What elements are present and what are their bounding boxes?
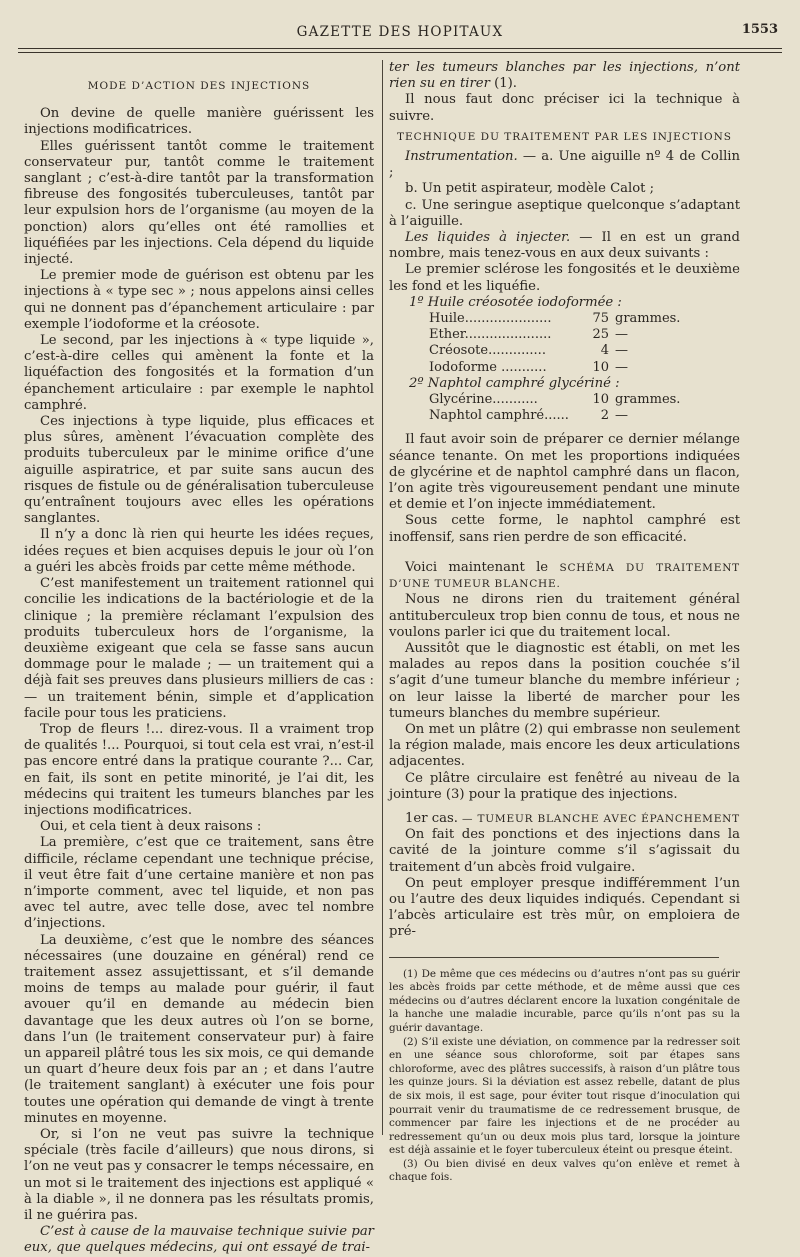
paragraph: Or, si l’on ne veut pas suivre la technique spéciale (très facile d’ailleurs) que nous dirons, si l’on ne veut pas y consacrer le temps nécessaire, en un mot si le traitement des injections est appliqué « à la diable », il ne donnera pas les résultats promis, il ne guérira pas. bbox=[24, 1127, 374, 1224]
page-number: 1553 bbox=[741, 22, 778, 37]
recipe-1-title bbox=[409, 295, 740, 311]
spacer bbox=[389, 424, 740, 432]
case-title: — TUMEUR BLANCHE AVEC ÉPANCHEMENT bbox=[457, 812, 740, 825]
italic-text: ter les tumeurs blanches par les injections, n’ont rien su en tirer bbox=[389, 60, 740, 92]
paragraph-italic bbox=[24, 1224, 374, 1256]
quantity: 10 bbox=[592, 359, 609, 375]
paragraph bbox=[389, 560, 740, 592]
unit: — bbox=[615, 343, 628, 359]
paragraph: Nous ne dirons rien du traitement général antituberculeux trop bien connu de tous, et nous ne voulons parler ici que du traitement local. bbox=[389, 592, 740, 640]
recipe-2-title bbox=[409, 376, 740, 392]
ingredient: Glycérine........... bbox=[429, 392, 538, 408]
page-header bbox=[18, 20, 782, 46]
footnote: (2) S’il existe une déviation, on commence par la redresser soit en une séance sous chloroforme, soit par étapes sans chloroforme, avec des plâtres successifs, à raison d’un plâtre tous les quinze jours. Si la déviation est assez rebelle, datant de plus de six mois, il est sage, pour éviter tout risque d’inoculation qui pourrait venir du traumatisme de ce redressement brusque, de commencer par faire les injections et de ne procéder au redressement qu’un ou deux mois plus tard, lorsque la jointure est déjà assainie et le foyer tuberculeux éteint ou presque éteint. bbox=[389, 1035, 740, 1157]
footnote: (3) Ou bien divisé en deux valves qu’on enlève et remet à chaque fois. bbox=[389, 1157, 740, 1184]
paragraph: La première, c’est que ce traitement, sans être difficile, réclame cependant une technique précise, il veut être fait d’une certaine manière et non pas n’importe comment, avec tel liquide, et non pas avec tel autre, avec telle dose, avec tel nombre d’injections. bbox=[24, 835, 374, 932]
paragraph: La deuxième, c’est que le nombre des séances nécessaires (une douzaine en général) rend ce traitement assez assujettissant, et s’il demande moins de temps au malade pour guérir, il faut avouer qu’il en demande au médecin bien davantage que les deux autres où l’on se borne, dans l’un (le traitement conservateur pur) à faire un appareil plâtré tous les six mois, ce qui demande un quart d’heure deux fois par an ; et dans l’autre (le traitement sanglant) à exécuter une fois pour toutes une opération qui demande de vingt à trente minutes en moyenne. bbox=[24, 932, 374, 1126]
instrument-c: c. Une seringue aseptique quelconque s’adaptant à l’aiguille. bbox=[389, 197, 740, 229]
paragraph: On met un plâtre (2) qui embrasse non seulement la région malade, mais encore les deux articulations adjacentes. bbox=[389, 721, 740, 770]
journal-title: GAZETTE DES HOPITAUX bbox=[296, 24, 504, 40]
recipe-row bbox=[429, 311, 695, 327]
unit: — bbox=[615, 327, 628, 343]
case-number: 1er cas. bbox=[405, 810, 458, 826]
quantity: 75 bbox=[592, 311, 609, 327]
paragraph: Aussitôt que le diagnostic est établi, on met les malades au repos dans la position couchée s’il s’agit d’une tumeur blanche du membre inférieur ; on leur laisse la liberté de marcher pour les tumeurs blanches du membre supérieur. bbox=[389, 640, 740, 721]
instrument-b: b. Un petit aspirateur, modèle Calot ; bbox=[405, 181, 655, 197]
ingredient: Ether..................... bbox=[429, 327, 552, 343]
quantity: 4 bbox=[600, 343, 609, 359]
recipe-row bbox=[429, 327, 695, 343]
unit: grammes. bbox=[615, 392, 681, 408]
column-divider bbox=[382, 60, 383, 1135]
paragraph: Ces injections à type liquide, plus efficaces et plus sûres, amènent l’évacuation complète des produits tuberculeux par le minime orifice d’une aiguille aspiratrice, et par suite sans aucun des risques de fistule ou de généralisation tuberculeuse qu’entraînent toujours avec elles les opérations sanglantes. bbox=[24, 414, 374, 527]
recipe-2-table bbox=[429, 392, 695, 424]
italic-text: 1º Huile créosotée iodoformée : bbox=[409, 294, 622, 310]
recipe-row bbox=[429, 343, 695, 359]
paragraph: On devine de quelle manière guérissent les injections modificatrices. bbox=[24, 106, 374, 138]
spacer bbox=[389, 803, 740, 811]
instrument-a: — a. Une aiguille nº 4 de Collin ; bbox=[389, 149, 740, 181]
paragraph-continued bbox=[389, 60, 740, 92]
paragraph: On peut employer presque indifféremment l’un ou l’autre des deux liquides indiqués. Cependant si l’abcès articulaire est très mûr, on emploiera de pré- bbox=[389, 875, 740, 940]
liquids-text: — Il en est un grand nombre, mais tenez-vous en aux deux suivants : bbox=[389, 230, 740, 262]
paragraph-text: Voici maintenant le bbox=[405, 559, 560, 575]
instrumentation bbox=[389, 149, 740, 181]
paragraph: Elles guérissent tantôt comme le traitement conservateur pur, tantôt comme le traitement sanglant ; c’est-à-dire tantôt par la transformation fibreuse des fongosités tuberculeuses, tantôt par leur expulsion hors de l’organisme (au moyen de la ponction) alors qu’elles ont été ramollies et liquéfiées par les injections. Cela dépend du liquide injecté. bbox=[24, 138, 374, 268]
unit: grammes. bbox=[615, 311, 681, 327]
ingredient: Iodoforme ........... bbox=[429, 359, 547, 375]
instrumentation-label: Instrumentation. bbox=[405, 149, 518, 165]
quantity: 10 bbox=[592, 392, 609, 408]
footnote: (1) De même que ces médecins ou d’autres n’ont pas su guérir les abcès froids par cette méthode, et de même aussi que ces médecins ou d’autres déclarent encore la luxation congénitale de la hanche une maladie incurable, parce qu’ils n’ont pas su la guérir davantage. bbox=[389, 967, 740, 1034]
paragraph: On fait des ponctions et des injections dans la cavité de la jointure comme s’il s’agissait du traitement d’un abcès froid vulgaire. bbox=[389, 827, 740, 875]
paragraph: Il n’y a donc là rien qui heurte les idées reçues, idées reçues et bien acquises depuis le jour où l’on a guéri les abcès froids par cette même méthode. bbox=[24, 527, 374, 575]
footnote-ref: (1). bbox=[489, 76, 517, 92]
recipe-row bbox=[429, 408, 695, 424]
paragraph: Ce plâtre circulaire est fenêtré au niveau de la jointure (3) pour la pratique des injections. bbox=[389, 770, 740, 802]
ingredient: Créosote.............. bbox=[429, 343, 546, 359]
unit: — bbox=[615, 359, 628, 375]
header-rule-thick bbox=[18, 48, 782, 49]
small-caps-text: SCHÉMA DU TRAITEMENT D’UNE TUMEUR BLANCHE. bbox=[389, 561, 740, 591]
ingredient: Huile..................... bbox=[429, 311, 552, 327]
quantity: 2 bbox=[600, 408, 609, 424]
paragraph: Le premier mode de guérison est obtenu par les injections à « type sec » ; nous appelons ainsi celles qui ne donnent pas d’épanchement articulaire : par exemple l’iodoforme et la créosote. bbox=[24, 268, 374, 332]
paragraph: Le second, par les injections à « type liquide », c’est-à-dire celles qui amènent la fonte et la liquéfaction des fongosités et la formation d’un épanchement articulaire : par exemple le naphtol camphré. bbox=[24, 333, 374, 413]
paragraph: Il faut avoir soin de préparer ce dernier mélange séance tenante. On met les proportions indiquées de glycérine et de naphtol camphré dans un flacon, l’on agite très vigoureusement pendant une minute et demie et l’on injecte immédiatement. bbox=[389, 432, 740, 513]
paragraph: Le premier sclérose les fongosités et le deuxième les fond et les liquéfie. bbox=[389, 262, 740, 294]
footnote-separator bbox=[389, 957, 719, 958]
paragraph: Il nous faut donc préciser ici la technique à suivre. bbox=[389, 92, 740, 124]
paragraph: Oui, et cela tient à deux raisons : bbox=[40, 819, 262, 835]
quantity: 25 bbox=[592, 327, 609, 343]
italic-text: 2º Naphtol camphré glycériné : bbox=[409, 375, 620, 391]
recipe-row bbox=[429, 392, 695, 408]
liquids bbox=[389, 230, 740, 262]
recipe-1-table bbox=[429, 311, 695, 376]
section-heading-technique: TECHNIQUE DU TRAITEMENT PAR LES INJECTIONS bbox=[397, 130, 732, 143]
header-rule-thin bbox=[18, 52, 782, 53]
recipe-row bbox=[429, 360, 695, 376]
paragraph: Trop de fleurs !... direz-vous. Il a vraiment trop de qualités !... Pourquoi, si tout cela est vrai, n’est-il pas encore entré dans la pratique courante ?... Car, en fait, ils sont en petite minorité, je l’ai dit, les médecins qui traitent les tumeurs blanches par les injections modificatrices. bbox=[24, 721, 374, 818]
paragraph: Sous cette forme, le naphtol camphré est inoffensif, sans rien perdre de son efficacité. bbox=[389, 513, 740, 545]
section-heading-mode-action: MODE D’ACTION DES INJECTIONS bbox=[87, 80, 311, 92]
italic-text: C’est à cause de la mauvaise technique suivie par eux, que quelques médecins, qui ont essayé de trai- bbox=[24, 1224, 374, 1256]
left-column bbox=[24, 60, 374, 1257]
unit: — bbox=[615, 408, 628, 424]
liquids-label: Les liquides à injecter. bbox=[405, 230, 571, 246]
spacer bbox=[389, 546, 740, 560]
paragraph: C’est manifestement un traitement rationnel qui concilie les indications de la bactériologie et de la clinique ; la première réclamant l’expulsion des produits tuberculeux hors de l’organisme, la deuxième exigeant que cela se fasse sans aucun dommage pour le malade ; — un traitement qui a déjà fait ses preuves dans plusieurs milliers de cas : — un traitement bénin, simple et d’application facile pour tous les praticiens. bbox=[24, 576, 374, 721]
right-column bbox=[389, 60, 740, 1185]
ingredient: Naphtol camphré...... bbox=[429, 408, 569, 424]
case-heading bbox=[389, 811, 740, 827]
